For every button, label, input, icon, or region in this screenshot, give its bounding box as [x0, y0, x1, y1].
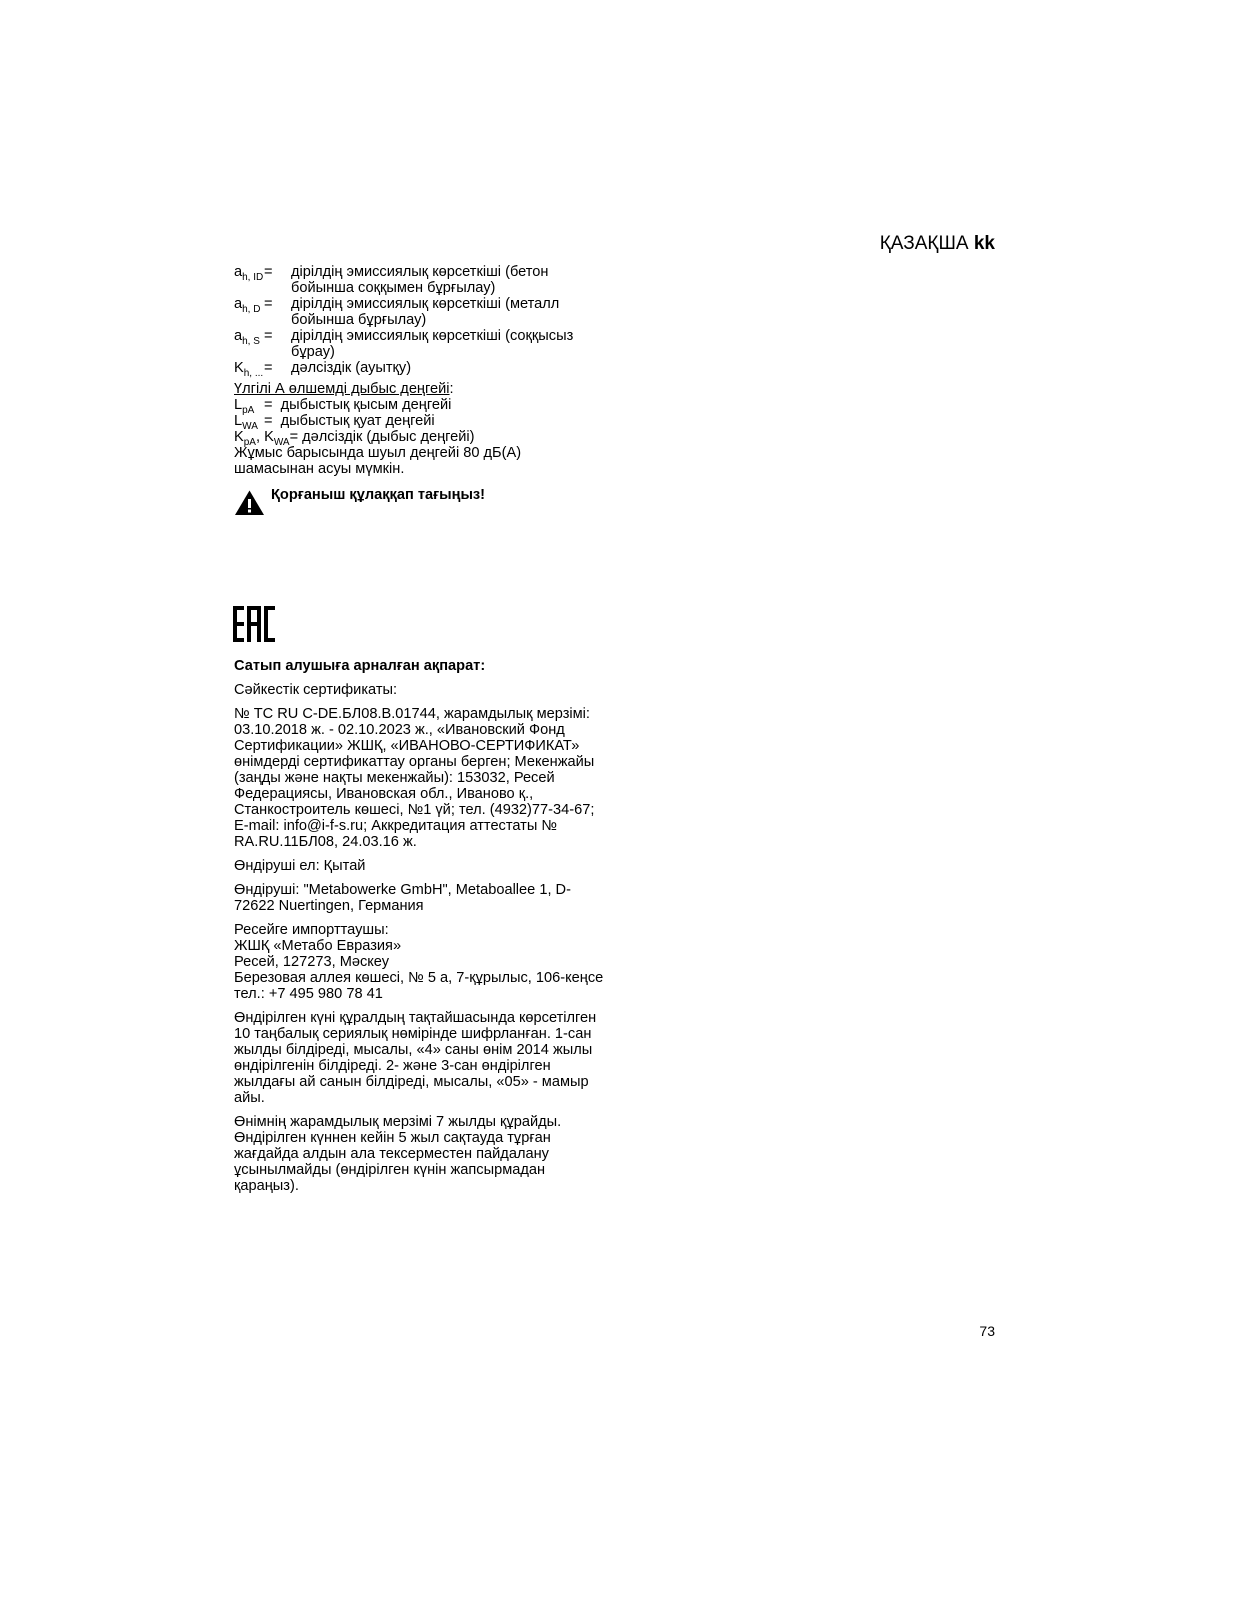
- vibration-definition-row: [234, 296, 604, 328]
- vibration-definition: дәлсіздік (ауытқу): [291, 360, 412, 376]
- vibration-symbol: $K_{h, ...}$ =: [234, 360, 273, 379]
- page-header: [880, 233, 995, 255]
- buyer-info-paragraphs: [234, 682, 604, 1194]
- header-language: ҚАЗАҚША: [879, 233, 969, 254]
- buyer-info-paragraph: Өндірілген күні құралдың тақтайшасында көрсетілген 10 таңбалық сериялық нөмірінде шифрланған. 1-сан жылды білдіреді, мысалы, «4» саны өнім 2014 жылы өндірілгенін білдіреді. 2- және 3-сан өндірілген жылдағы ай санын білдіреді, мысалы, «05» - мамыр айы.: [234, 1010, 597, 1106]
- buyer-info-paragraph: № ТС RU C-DE.БЛ08.В.01744, жарамдылық мерзімі: 03.10.2018 ж. - 02.10.2023 ж., «Ивановский Фонд Сертификации» ЖШҚ, «ИВАНОВО-СЕРТИФИКАТ» өнімдерді сертификаттау органы берген; Мекенжайы (заңды және нақты мекенжайы): 153032, Ресей Федерациясы, Ивановская обл., Иваново қ., Станкостроитель көшесі, №1 үй; тел. (4932)77-34-67; E-mail: info@i-f-s.ru; Аккредитация аттестаты № RA.RU.11БЛ08, 24.03.16 ж.: [234, 706, 595, 850]
- eac-mark: [233, 606, 275, 647]
- buyer-info-column: [234, 658, 604, 1202]
- lwa-row: $L_{WA}$ = дыбыстық қуат деңгейі: [234, 413, 435, 432]
- buyer-info-paragraph: Сәйкестік сертификаты:: [234, 682, 398, 698]
- buyer-info-paragraph: Өндіруші ел: Қытай: [234, 858, 366, 874]
- buyer-info-title: Сатып алушыға арналған ақпарат:: [234, 658, 486, 674]
- vibration-symbol: $a_{h, ID}$ =: [234, 264, 273, 283]
- buyer-info-paragraph: Ресейге импорттаушы: ЖШҚ «Метабо Евразия» Ресей, 127273, Мәскеу Березовая аллея көшесі, № 5 а, 7-құрылыс, 106-кеңсе тел.: +7 495 980 78 41: [234, 922, 604, 1002]
- warning-triangle-icon: [234, 489, 265, 516]
- technical-data-column: [234, 264, 604, 516]
- buyer-info-paragraph: Өндіруші: "Metabowerke GmbH", Metaboallee 1, D-72622 Nuertingen, Германия: [234, 882, 571, 914]
- page-number: 73: [979, 1323, 995, 1339]
- vibration-definition: дірілдің эмиссиялық көрсеткіші (соққысыз бұрау): [291, 328, 574, 360]
- eac-logo-icon: [233, 606, 275, 642]
- vibration-definition: дірілдің эмиссиялық көрсеткіші (бетон бойынша соққымен бұрғылау): [291, 264, 549, 296]
- buyer-info-paragraph: Өнімнің жарамдылық мерзімі 7 жылды құрайды. Өндірілген күннен кейін 5 жыл сақтауда тұрған жағдайда алдын ала тексерместен пайдалану ұсынылмайды (өндірілген күнін жапсырмадан қараңыз).: [234, 1114, 562, 1194]
- vibration-definition-row: [234, 360, 604, 379]
- vibration-symbol: $a_{h, D}$ =: [234, 296, 273, 315]
- vibration-symbol: $a_{h, S}$ =: [234, 328, 273, 347]
- hearing-warning-text: Қорғаныш құлаққап тағыңыз!: [271, 487, 486, 503]
- noise-note: Жұмыс барысында шуыл деңгейі 80 дБ(А) шамасынан асуы мүмкін.: [234, 445, 522, 477]
- hearing-warning: [234, 487, 604, 516]
- vibration-definitions: [234, 264, 604, 379]
- lpa-row: $L_{pA}$ = дыбыстық қысым деңгейі: [234, 397, 452, 416]
- vibration-definition: дірілдің эмиссиялық көрсеткіші (металл бойынша бұрғылау): [291, 296, 560, 328]
- sound-heading: Үлгілі А өлшемді дыбыс деңгейі:: [234, 381, 454, 397]
- vibration-definition-row: [234, 328, 604, 360]
- sound-uncertainty-row: $K_{pA}$, $K_{WA}=$ дәлсіздік (дыбыс деңгейі): [234, 429, 475, 448]
- header-language-code: kk: [973, 233, 995, 254]
- vibration-definition-row: [234, 264, 604, 296]
